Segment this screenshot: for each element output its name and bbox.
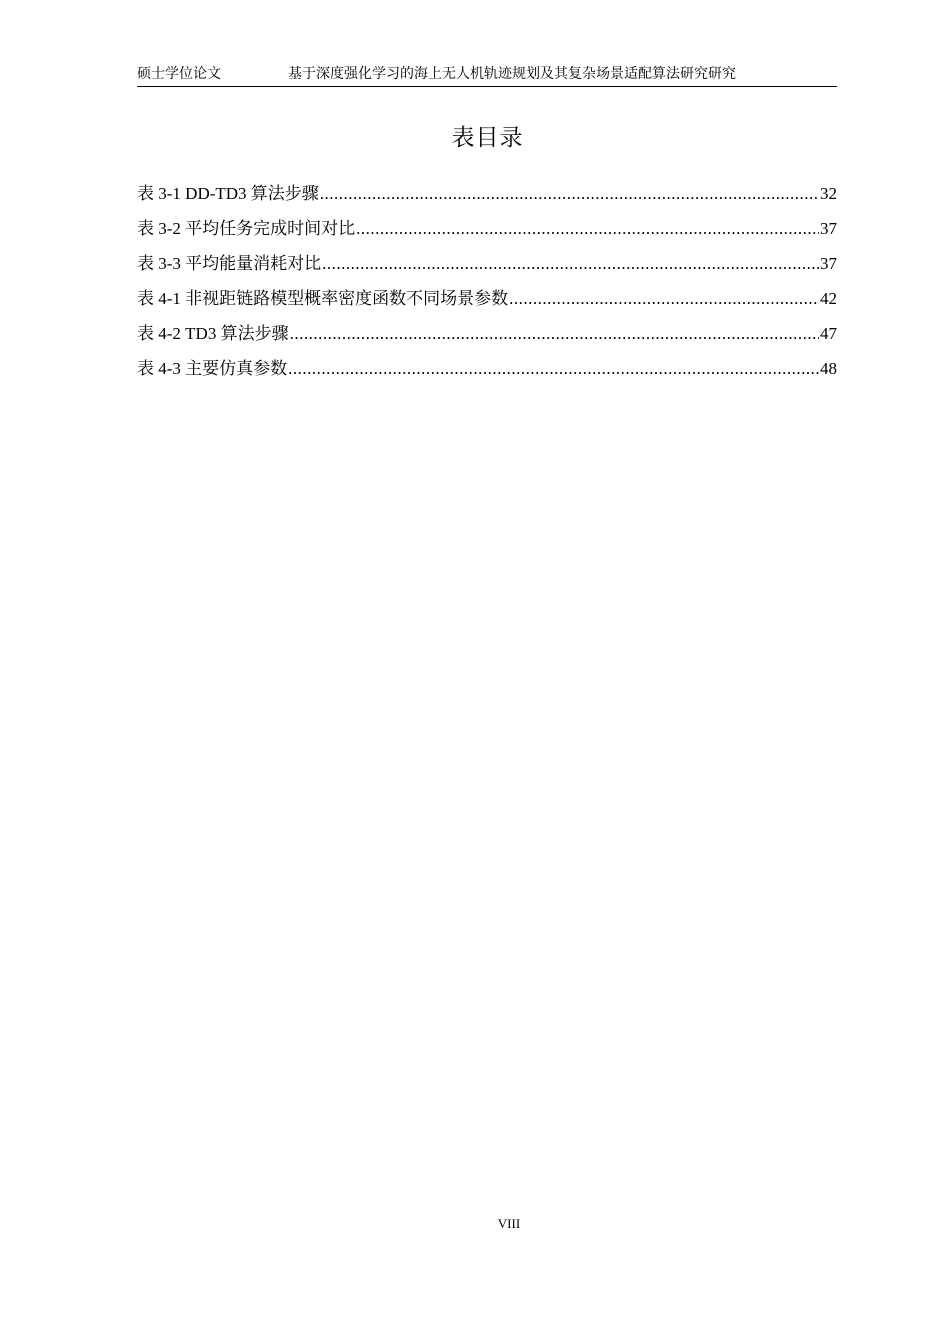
toc-entry-label: 表 3-2 平均任务完成时间对比 xyxy=(137,219,356,238)
toc-dot-leader xyxy=(288,356,819,382)
toc-entry-page: 48 xyxy=(820,359,837,378)
table-of-tables xyxy=(137,181,837,391)
toc-entry-page: 47 xyxy=(820,324,837,343)
toc-entry[interactable] xyxy=(137,321,837,356)
toc-entry-page: 42 xyxy=(820,289,837,308)
toc-dot-leader xyxy=(356,216,819,242)
toc-entry[interactable] xyxy=(137,216,837,251)
toc-dot-leader xyxy=(290,321,819,347)
toc-entry-label: 表 3-1 DD-TD3 算法步骤 xyxy=(137,184,319,203)
toc-dot-leader xyxy=(509,286,819,312)
toc-entry-label: 表 4-3 主要仿真参数 xyxy=(137,359,288,378)
toc-entry-page: 32 xyxy=(820,184,837,203)
toc-entry-label: 表 4-2 TD3 算法步骤 xyxy=(137,324,289,343)
toc-entry[interactable] xyxy=(137,251,837,286)
header-degree-label: 硕士学位论文 xyxy=(137,67,221,82)
toc-dot-leader xyxy=(320,181,819,207)
toc-entry-page: 37 xyxy=(820,254,837,273)
toc-entry[interactable] xyxy=(137,356,837,391)
toc-entry[interactable] xyxy=(137,286,837,321)
toc-entry-label: 表 4-1 非视距链路模型概率密度函数不同场景参数 xyxy=(137,289,509,308)
toc-entry-page: 37 xyxy=(820,219,837,238)
header-thesis-title: 基于深度强化学习的海上无人机轨迹规划及其复杂场景适配算法研究研究 xyxy=(288,67,736,82)
toc-dot-leader xyxy=(322,251,819,277)
page-number: VIII xyxy=(497,1216,521,1231)
toc-entry-label: 表 3-3 平均能量消耗对比 xyxy=(137,254,322,273)
running-header xyxy=(137,66,837,87)
toc-entry[interactable] xyxy=(137,181,837,216)
page-title: 表目录 xyxy=(451,125,524,151)
